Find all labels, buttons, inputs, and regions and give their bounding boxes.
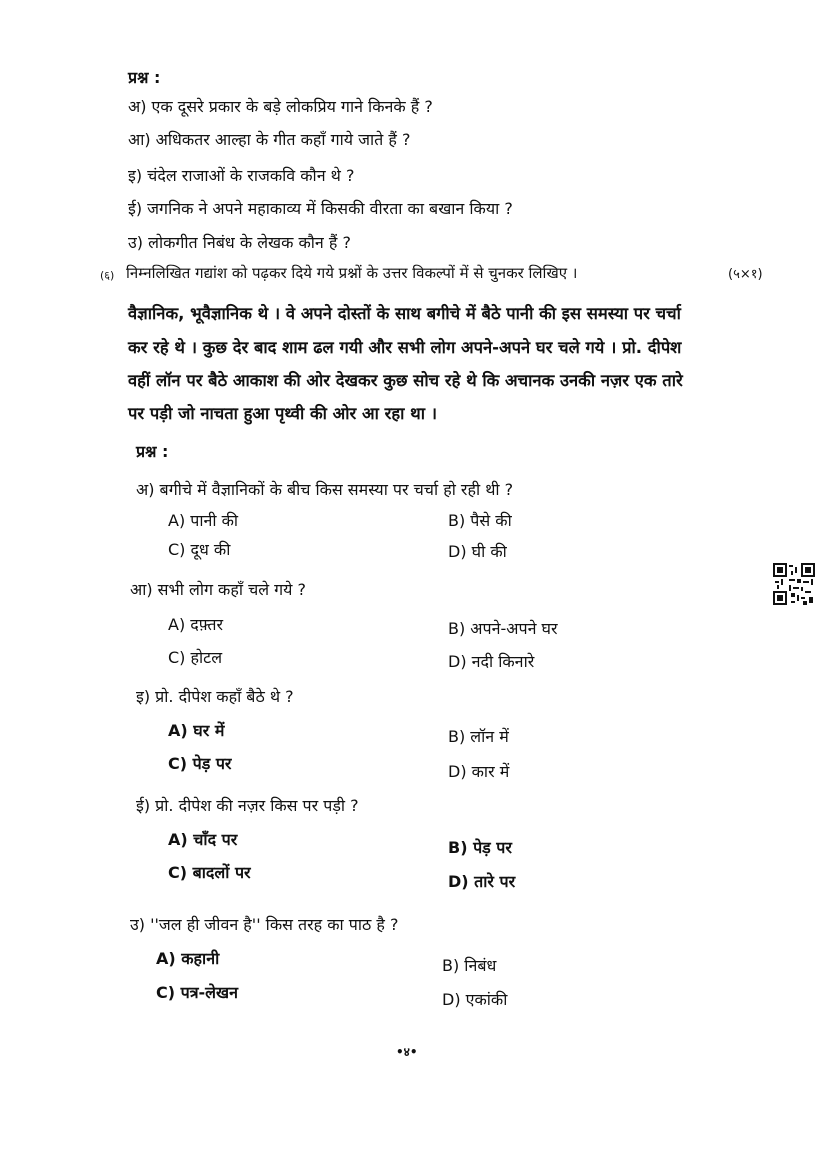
question-aa: आ) अधिकतर आल्हा के गीत कहाँ गाये जाते हैं ?: [128, 130, 411, 149]
mcq-option: D) तारे पर: [448, 872, 516, 891]
section2-heading: प्रश्न :: [136, 442, 169, 461]
mcq-question: उ) ''जल ही जीवन है'' किस तरह का पाठ है ?: [130, 915, 399, 934]
passage-line-1: वैज्ञानिक, भूवैज्ञानिक थे । वे अपने दोस्तों के साथ बगीचे में बैठे पानी की इस समस्या पर चर्चा: [128, 304, 681, 323]
mcq-option: D) घी की: [448, 542, 507, 561]
passage-line-3: वहीं लॉन पर बैठे आकाश की ओर देखकर कुछ सोच रहे थे कि अचानक उनकी नज़र एक तारे: [128, 371, 683, 390]
mcq-question: आ) सभी लोग कहाँ चले गये ?: [130, 580, 307, 599]
mcq-question: इ) प्रो. दीपेश कहाँ बैठे थे ?: [136, 687, 294, 706]
page-number: •४•: [396, 1045, 418, 1059]
question-ii: ई) जगनिक ने अपने महाकाव्य में किसकी वीरता का बखान किया ?: [128, 199, 513, 218]
question-a: अ) एक दूसरे प्रकार के बड़े लोकप्रिय गाने किनके हैं ?: [128, 97, 433, 116]
mcq-option: A) दफ़्तर: [168, 615, 224, 634]
passage-line-4: पर पड़ी जो नाचता हुआ पृथ्वी की ओर आ रहा था ।: [128, 404, 437, 423]
qr-code-icon: [773, 563, 815, 605]
question-i: इ) चंदेल राजाओं के राजकवि कौन थे ?: [128, 166, 355, 185]
mcq-option: D) नदी किनारे: [448, 652, 535, 671]
mcq-option: B) पेड़ पर: [448, 838, 512, 857]
mcq-option: A) कहानी: [156, 949, 220, 968]
question-u: उ) लोकगीत निबंध के लेखक कौन हैं ?: [128, 233, 351, 252]
mcq-option: A) चाँद पर: [168, 830, 238, 849]
mcq-option: B) निबंध: [442, 956, 497, 975]
mcq-option: D) एकांकी: [442, 990, 508, 1009]
mcq-question: ई) प्रो. दीपेश की नज़र किस पर पड़ी ?: [136, 796, 359, 815]
mcq-option: D) कार में: [448, 762, 510, 781]
mcq-question: अ) बगीचे में वैज्ञानिकों के बीच किस समस्या पर चर्चा हो रही थी ?: [136, 480, 514, 499]
section2-number: (६): [100, 269, 115, 282]
section2-marks: (५×१): [728, 267, 763, 282]
passage-line-2: कर रहे थे । कुछ देर बाद शाम ढल गयी और सभी लोग अपने-अपने घर चले गये । प्रो. दीपेश: [128, 338, 682, 357]
mcq-option: A) घर में: [168, 721, 225, 740]
mcq-option: C) पेड़ पर: [168, 754, 232, 773]
mcq-option: B) लॉन में: [448, 727, 509, 746]
section1-heading: प्रश्न :: [128, 68, 161, 87]
mcq-option: C) पत्र-लेखन: [156, 983, 239, 1002]
mcq-option: C) बादलों पर: [168, 863, 251, 882]
mcq-option: B) पैसे की: [448, 511, 512, 530]
mcq-option: C) होटल: [168, 648, 223, 667]
mcq-option: A) पानी की: [168, 511, 239, 530]
mcq-option: B) अपने-अपने घर: [448, 619, 558, 638]
mcq-option: C) दूध की: [168, 540, 231, 559]
section2-instruction: निम्नलिखित गद्यांश को पढ़कर दिये गये प्रश्नों के उत्तर विकल्पों में से चुनकर लिखिए ।: [126, 264, 578, 282]
